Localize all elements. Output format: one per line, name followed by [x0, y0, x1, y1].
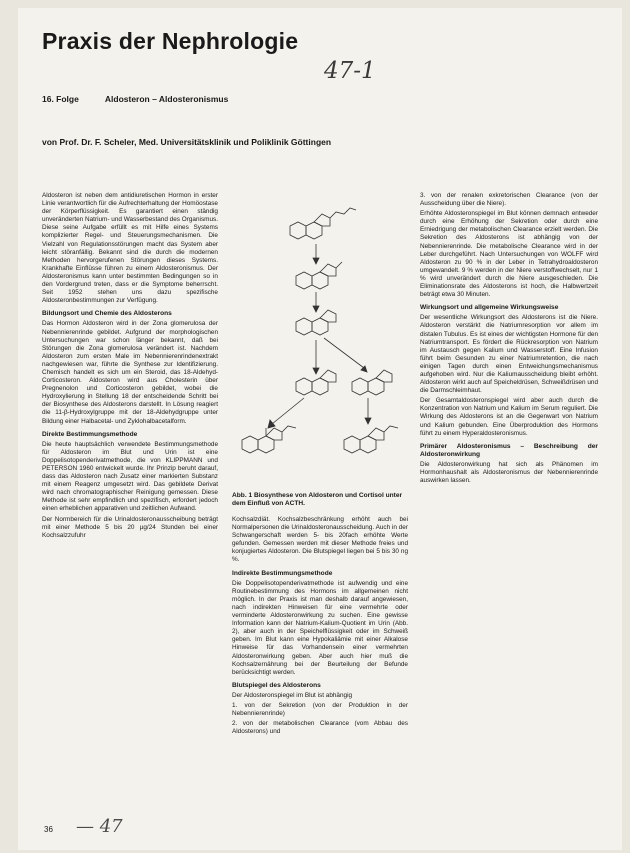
journal-page [18, 8, 622, 850]
section-heading: Indirekte Bestimmungsmethode [232, 569, 333, 577]
text-column-3 [420, 192, 598, 842]
section-heading: Blutspiegel des Aldosterons [232, 681, 321, 689]
author-line: von Prof. Dr. F. Scheler, Med. Universitätsklinik und Poliklinik Göttingen [42, 137, 332, 147]
paragraph: Die heute hauptsächlich verwendete Bestimmungsmethode für Aldosteron im Blut und Urin ist eine Doppelisotopenderivatmethode, die von KLIPPMANN und PETERSON 1960 entwickelt wurde. Ihr Prinzip beruht darauf, dass das Aldosteron nach Zusatz einer markierten Substanz mit einem Reagenz umgesetzt wird. Das gebildete Derivat wird nach chromatographischer Reinigung gemessen. Diese Methode ist sehr empfindlich und spezifisch, erfordert jedoch einen erheblichen apparativen und zeitlichen Aufwand. [42, 440, 218, 513]
intro-paragraph: Aldosteron ist neben dem antidiuretischen Hormon in erster Linie verantwortlich für die Aufrechterhaltung der Homöostase der Körperflüssigkeit. Es garantiert einen ständig unveränderten Natrium- und Wasserbestand des Organismus. Diese seine Aufgabe erfüllt es mit Hilfe eines Systems komplizierter Regel- und Steuerungsmechanismen. Die Vielzahl von Regulationsstörungen macht das System aber leicht störanfällig. Bekannt sind die durch die modernen Methoden hervorgerufenen Störungen dieses Systems. Krankhafte Einflüsse führen zu einem Aldosteronismus. Der Aldosteronismus kann unter bestimmten Bedingungen so in den Vordergrund treten, dass er die Symptome beherrscht. Seit 1952 stehen uns dazu spezifische Aldosteronbestimmungen zur Verfügung. [42, 192, 218, 305]
paragraph: Die Doppelisotopenderivatmethode ist aufwendig und eine Routinebestimmung des Hormons im allgemeinen nicht möglich. In der Praxis ist man deshalb darauf angewiesen, nach indirekten Hinweisen für eine vermehrte oder verminderte Aldosteronwirkung zu suchen. Eine gewisse Information kann der Natrium-Kalium-Quotient im Urin (Abb. 2), aber auch in der Speichelflüssigkeit oder im Schweiß geben. Im Blut kann eine Hypokaliämie mit einer Alkalose Hinweise für das Vorhandensein einer vermehrten Aldosteronwirkung geben. Aber auch hier muß die Kochsalzernährung bei der Beurteilung der Befunde berücksichtigt werden. [232, 579, 408, 676]
paragraph: Das Hormon Aldosteron wird in der Zona glomerulosa der Nebennierenrinde gebildet. Aufgrund der morphologischen Untersuchungen war schon länger bekannt, daß bei Störungen die Zona glomerulosa verändert ist. Nachdem Aldosteron zum ersten Male im Nebennierenrindenextrakt nachgewiesen war, führte die Synthese zur Identifizierung. Chemisch handelt es sich um ein Steroid, das 18-Aldehyd-Corticosteron. Aldosteron wird aus Cholesterin über Pregnenolon und Corticosteron gebildet, wobei die Hydroxylierung in Stellung 18 der entscheidende Schritt bei der Biosynthese des Aldosterons darstellt. In Lösung reagiert die 11-β-Hydroxylgruppe mit der 18-Aldehydgruppe unter Bildung einer Halbacetal- und Zyklohalbacetalform. [42, 320, 218, 425]
text-column-1 [42, 192, 218, 842]
paragraph: Der Normbereich für die Urinaldosteronausscheibung beträgt mit einer Methode 5 bis 20 µg/24 Stunden bei einer Kochsalzzufuhr [42, 515, 218, 539]
cholesterol-structure [290, 208, 356, 239]
figure-caption: Abb. 1 Biosynthese von Aldosteron und Cortisol unter dem Einfluß von ACTH. [232, 492, 403, 508]
aldosterone-structure [242, 426, 296, 453]
paragraph: Erhöhte Aldosteronspiegel im Blut können demnach entweder durch eine Erhöhung der Sekretion oder durch eine Erniedrigung der metabolischen Clearance erzielt werden. Die Sekretion des Aldosterons ist abhängig von der Nebennierenrinde. Die metabolische Clearance wird in der Leber durchgeführt. Nach Untersuchungen von WOLFF wird Aldosteron zu 90 % in der Leber in Tetrahydroaldosteron umgewandelt. 9 % werden in der Niere verstoffwechselt, nur 1 % wird unverändert durch die Niere ausgeschieden. Die Eliminationsrate des Aldosterons ist hoch, die Halbwertzeit beträgt etwa 30 Minuten. [420, 210, 598, 299]
paragraph: Der Gesamtaldosteronspiegel wird aber auch durch die Konzentration von Natrium und Kalium im Serum reguliert. Die Wirkung des Aldosterons ist an die Gegenwart von Natrium und Kalium gebunden. Eine Überproduktion des Hormons führt zu einem Hyperaldosteronismus. [420, 397, 598, 437]
series-topic: Aldosteron – Aldosteronismus [104, 94, 229, 104]
progesterone-structure [296, 310, 336, 335]
paragraph: Der Aldosteronspiegel im Blut ist abhängig [232, 691, 353, 699]
section-heading: Bildungsort und Chemie des Aldosterons [42, 310, 172, 318]
section-heading: Direkte Bestimmungsmethode [42, 430, 138, 438]
list-item: 2. von der metabolischen Clearance (vom Abbau des Aldosterons) und [232, 720, 408, 736]
handwritten-note: 47-1 [324, 58, 376, 84]
paragraph: Die Aldosteronwirkung hat sich als Phänomen im Hormonhaushalt als Aldosteronismus der Nebennierenrinde auswirken lassen. [420, 460, 598, 485]
biosynthesis-figure [232, 192, 408, 482]
series-number: 16. Folge [42, 94, 79, 104]
handwritten-page-number: — 47 [76, 816, 123, 837]
paragraph: Der wesentliche Wirkungsort des Aldosterons ist die Niere. Aldosteron verstärkt die Natriumresorption vor allem im distalen Tubulus. Es ist eines der wichtigsten Hormone für den Natriumtransport. Es fördert die Rückresorption von Natrium im Austausch gegen Kalium und Wasserstoff. Eine Infusion führt beim Gesunden zu einer Natriumretention, die nach einigen Tagen durch einen Entweichungsmechanismus aufgehoben wird. Nur die Kaliumausscheidung bleibt erhöht. Aldosteron wirkt auch auf Speicheldrüsen, Schweißdrüsen und die Darmschleimhaut. [420, 314, 598, 395]
paragraph: Kochsalzdiät. Kochsalzbeschränkung erhöht auch bei Normalpersonen die Urinaldosteronausscheidung. Auch in der Schwangerschaft werden 5- bis 20fach erhöhte Werte gefunden. Gemessen werden mit dieser Methode freies und konjugiertes Aldosteron. Die Blutspiegel liegen bei 5 bis 30 ng %. [232, 516, 408, 564]
section-heading: Primärer Aldosteronismus – Beschreibung der Aldosteronwirkung [420, 442, 598, 458]
page-number: 36 [44, 825, 53, 834]
section-heading: Wirkungsort und allgemeine Wirkungsweise [420, 304, 559, 312]
text-column-2 [232, 516, 408, 842]
cortisol-structure [344, 426, 398, 453]
list-item: 3. von der renalen exkretorischen Clearance (von der Ausscheidung über die Niere). [420, 192, 598, 208]
pregnenolone-structure [296, 262, 342, 289]
hydroxyprogesterone-structure [352, 370, 392, 395]
page-title: Praxis der Nephrologie [42, 28, 299, 54]
series-line [42, 94, 228, 104]
steroid-diagram [232, 192, 408, 482]
list-item: 1. von der Sekretion (von der Produktion in der Nebennierenrinde) [232, 701, 408, 718]
